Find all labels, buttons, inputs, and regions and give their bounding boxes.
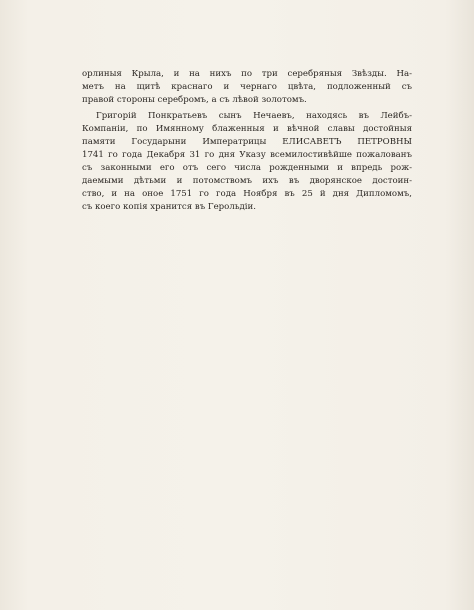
text-line: съ коего копія хранится въ Герольдіи. [82,202,256,212]
text-line: орлиныя Крыла, и на нихъ по три серебряныя Звѣзды. На- [82,69,412,79]
text-line: даемыми дѣтьми и потомствомъ ихъ въ дворянское достоин- [82,176,412,186]
text-line: метъ на щитѣ краснаго и чернаго цвѣта, подложенный съ [82,82,412,92]
text-line: правой стороны серебромъ, а съ лѣвой золотомъ. [82,95,307,105]
paragraph-nechaev [82,110,412,214]
text-line: съ законными его отъ сего числа рожденными и впредь рож- [82,163,412,173]
text-line: Григорій Понкратьевъ сынъ Нечаевъ, находясь въ Лейбъ- [96,111,412,121]
document-text [82,68,412,217]
text-line: Компаніи, по Имянному блаженныя и вѣчной славы достойныя [82,124,412,134]
paragraph-coat-of-arms [82,68,412,107]
text-line: 1741 го года Декабря 31 го дня Указу всемилостивѣйше пожалованъ [82,150,412,160]
text-line: памяти Государыни Императрицы ЕЛИСАВЕТЪ ПЕТРОВНЫ [82,137,412,147]
text-line: ство, и на оное 1751 го года Ноября въ 25 й дня Дипломомъ, [82,189,412,199]
